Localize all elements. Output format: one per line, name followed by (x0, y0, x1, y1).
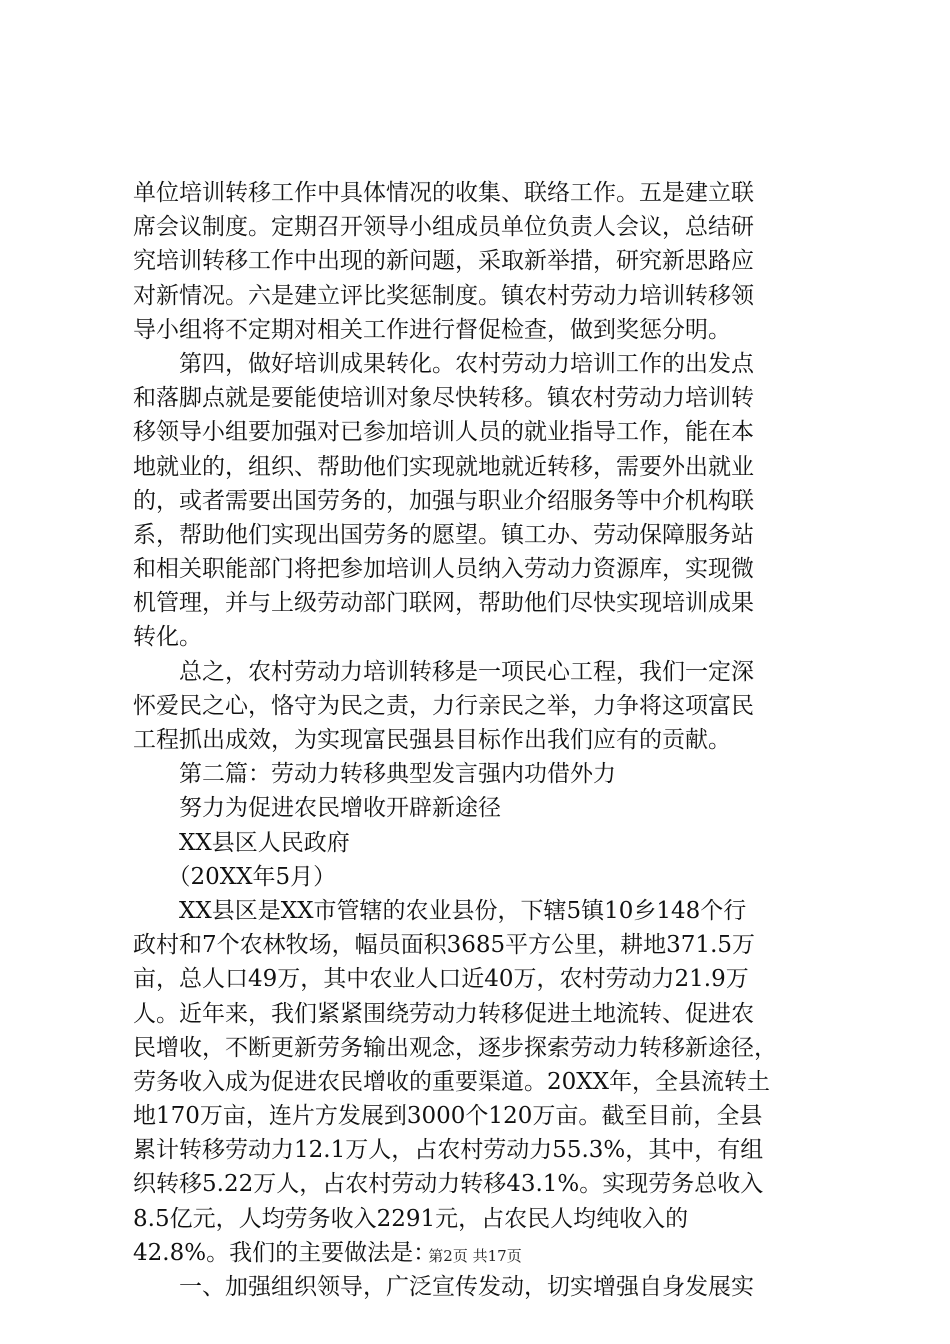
text-line: 工程抓出成效，为实现富民强县目标作出我们应有的贡献。 (133, 727, 731, 753)
page-footer: 第2页 共17页 (428, 1247, 522, 1265)
text-line: 42.8%。我们的主要做法是： (133, 1239, 437, 1266)
text-line: 转化。 (133, 624, 202, 651)
text-line: 机管理，并与上级劳动部门联网，帮助他们尽快实现培训成果 (133, 590, 754, 617)
text-line: XX县区是XX市管辖的农业县份，下辖5镇10乡148个行 (133, 897, 747, 924)
text-line: 和落脚点就是要能使培训对象尽快转移。镇农村劳动力培训转 (133, 385, 754, 412)
document-body (133, 176, 829, 1304)
text-line: 织转移5.22万人，占农村劳动力转移43.1%。实现劳务总收入 (133, 1171, 764, 1198)
text-line: 怀爱民之心，恪守为民之责，力行亲民之举，力争将这项富民 (133, 692, 754, 719)
text-line: 移领导小组要加强对已参加培训人员的就业指导工作，能在本 (133, 419, 754, 446)
text-line: 民增收，不断更新劳务输出观念，逐步探索劳动力转移新途径， (133, 1034, 777, 1061)
text-line: 的，或者需要出国劳务的，加强与职业介绍服务等中介机构联 (133, 487, 754, 514)
text-line: 劳务收入成为促进农民增收的重要渠道。20XX年，全县流转土 (133, 1068, 771, 1095)
text-line: 8.5亿元，人均劳务收入2291元，占农民人均纯收入的 (133, 1205, 689, 1232)
text-line: 席会议制度。定期召开领导小组成员单位负责人会议，总结研 (133, 214, 754, 241)
text-line: 第二篇：劳动力转移典型发言强内功借外力 (133, 761, 616, 788)
text-line: 一、加强组织领导，广泛宣传发动，切实增强自身发展实 (133, 1274, 754, 1300)
text-line: 政村和7个农林牧场，幅员面积3685平方公里，耕地371.5万 (133, 932, 756, 959)
text-line: 和相关职能部门将把参加培训人员纳入劳动力资源库，实现微 (133, 556, 754, 583)
text-line: 地170万亩，连片方发展到3000个120万亩。截至目前，全县 (133, 1103, 763, 1130)
text-line: 累计转移劳动力12.1万人，占农村劳动力55.3%，其中，有组 (133, 1137, 764, 1164)
text-line: XX县区人民政府 (133, 829, 350, 856)
text-line: 导小组将不定期对相关工作进行督促检查，做到奖惩分明。 (133, 316, 731, 343)
text-line: 亩，总人口49万，其中农业人口近40万，农村劳动力21.9万 (133, 966, 749, 993)
text-line: （20XX年5月） (133, 863, 337, 890)
text-line: 系，帮助他们实现出国劳务的愿望。镇工办、劳动保障服务站 (133, 521, 754, 548)
text-line: 地就业的，组织、帮助他们实现就地就近转移，需要外出就业 (133, 453, 754, 480)
text-line: 究培训转移工作中出现的新问题，采取新举措，研究新思路应 (133, 248, 754, 275)
text-line: 对新情况。六是建立评比奖惩制度。镇农村劳动力培训转移领 (133, 282, 754, 309)
text-line: 单位培训转移工作中具体情况的收集、联络工作。五是建立联 (133, 180, 754, 206)
text-line: 第四，做好培训成果转化。农村劳动力培训工作的出发点 (133, 350, 754, 377)
text-line: 人。近年来，我们紧紧围绕劳动力转移促进土地流转、促进农 (133, 1000, 754, 1027)
text-line: 总之，农村劳动力培训转移是一项民心工程，我们一定深 (133, 658, 754, 685)
text-line: 努力为促进农民增收开辟新途径 (133, 795, 501, 822)
